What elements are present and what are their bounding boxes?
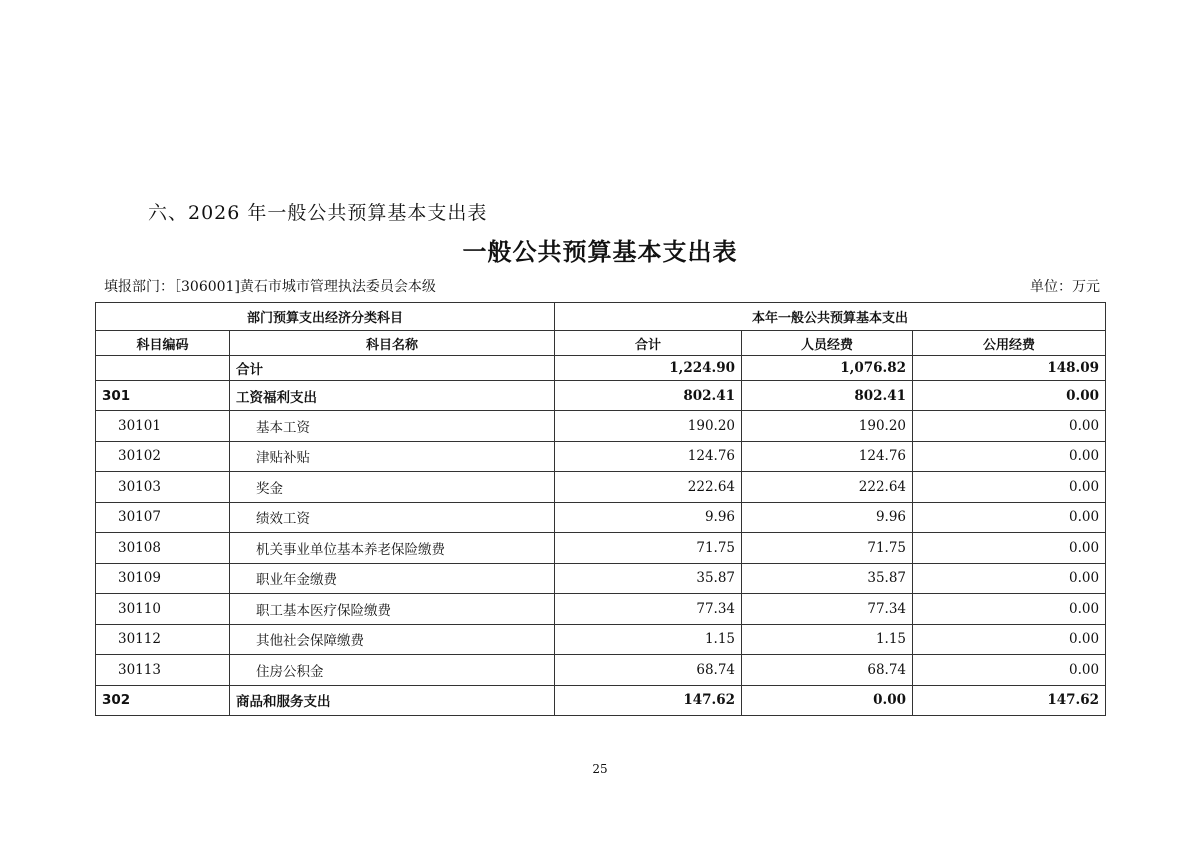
meta-line [104,276,1100,296]
page-number: 25 [592,762,608,776]
table-row [96,563,1106,594]
cell-public: 0.00 [913,594,1106,625]
cell-personnel: 1.15 [742,624,913,655]
header-personnel: 人员经费 [742,331,913,356]
cell-personnel: 77.34 [742,594,913,625]
table-row [96,381,1106,411]
cell-public: 147.62 [913,685,1106,715]
cell-personnel: 35.87 [742,563,913,594]
cell-total: 68.74 [555,655,742,686]
header-basic-expenditure: 本年一般公共预算基本支出 [555,303,1106,331]
cell-code: 30113 [96,655,230,686]
cell-code: 30103 [96,472,230,503]
header-name: 科目名称 [230,331,555,356]
table-row [96,655,1106,686]
cell-code: 30101 [96,411,230,442]
cell-personnel: 9.96 [742,502,913,533]
cell-total: 77.34 [555,594,742,625]
cell-public: 0.00 [913,563,1106,594]
cell-code: 302 [96,685,230,715]
cell-personnel: 68.74 [742,655,913,686]
cell-total: 190.20 [555,411,742,442]
table-row [96,533,1106,564]
table-row [96,411,1106,442]
cell-code: 30102 [96,441,230,472]
cell-personnel: 71.75 [742,533,913,564]
cell-personnel: 802.41 [742,381,913,411]
table-row [96,472,1106,503]
cell-public: 0.00 [913,624,1106,655]
header-code: 科目编码 [96,331,230,356]
cell-name: 住房公积金 [230,655,555,686]
cell-name: 其他社会保障缴费 [230,624,555,655]
cell-name: 职业年金缴费 [230,563,555,594]
cell-name: 绩效工资 [230,502,555,533]
cell-public: 148.09 [913,356,1106,381]
unit-label: 单位：万元 [1030,279,1100,295]
table-row [96,624,1106,655]
section-heading: 六、2026 年一般公共预算基本支出表 [148,202,488,224]
department-label: 填报部门：［306001]黄石市城市管理执法委员会本级 [104,279,436,295]
cell-code: 30107 [96,502,230,533]
cell-public: 0.00 [913,655,1106,686]
cell-personnel: 190.20 [742,411,913,442]
cell-name: 工资福利支出 [230,381,555,411]
cell-personnel: 1,076.82 [742,356,913,381]
cell-code: 301 [96,381,230,411]
budget-table [95,302,1106,716]
table-row [96,685,1106,715]
cell-public: 0.00 [913,381,1106,411]
cell-total: 1.15 [555,624,742,655]
cell-name: 商品和服务支出 [230,685,555,715]
cell-name: 基本工资 [230,411,555,442]
cell-public: 0.00 [913,441,1106,472]
cell-public: 0.00 [913,411,1106,442]
table-row [96,356,1106,381]
cell-total: 124.76 [555,441,742,472]
header-total: 合计 [555,331,742,356]
cell-code: 30109 [96,563,230,594]
cell-code: 30112 [96,624,230,655]
cell-name: 职工基本医疗保险缴费 [230,594,555,625]
cell-public: 0.00 [913,533,1106,564]
cell-total: 802.41 [555,381,742,411]
cell-public: 0.00 [913,472,1106,503]
header-public: 公用经费 [913,331,1106,356]
header-economic-category: 部门预算支出经济分类科目 [96,303,555,331]
cell-total: 35.87 [555,563,742,594]
cell-name: 津贴补贴 [230,441,555,472]
cell-code: 30108 [96,533,230,564]
cell-personnel: 0.00 [742,685,913,715]
cell-code [96,356,230,381]
cell-name: 奖金 [230,472,555,503]
cell-name: 合计 [230,356,555,381]
table-header-row-1 [96,303,1106,331]
cell-total: 9.96 [555,502,742,533]
table-row [96,441,1106,472]
cell-total: 147.62 [555,685,742,715]
cell-total: 71.75 [555,533,742,564]
cell-personnel: 124.76 [742,441,913,472]
table-header-row-2 [96,331,1106,356]
cell-code: 30110 [96,594,230,625]
document-title: 一般公共预算基本支出表 [462,238,738,266]
table-row [96,594,1106,625]
table-row [96,502,1106,533]
cell-public: 0.00 [913,502,1106,533]
cell-total: 1,224.90 [555,356,742,381]
cell-total: 222.64 [555,472,742,503]
cell-name: 机关事业单位基本养老保险缴费 [230,533,555,564]
cell-personnel: 222.64 [742,472,913,503]
